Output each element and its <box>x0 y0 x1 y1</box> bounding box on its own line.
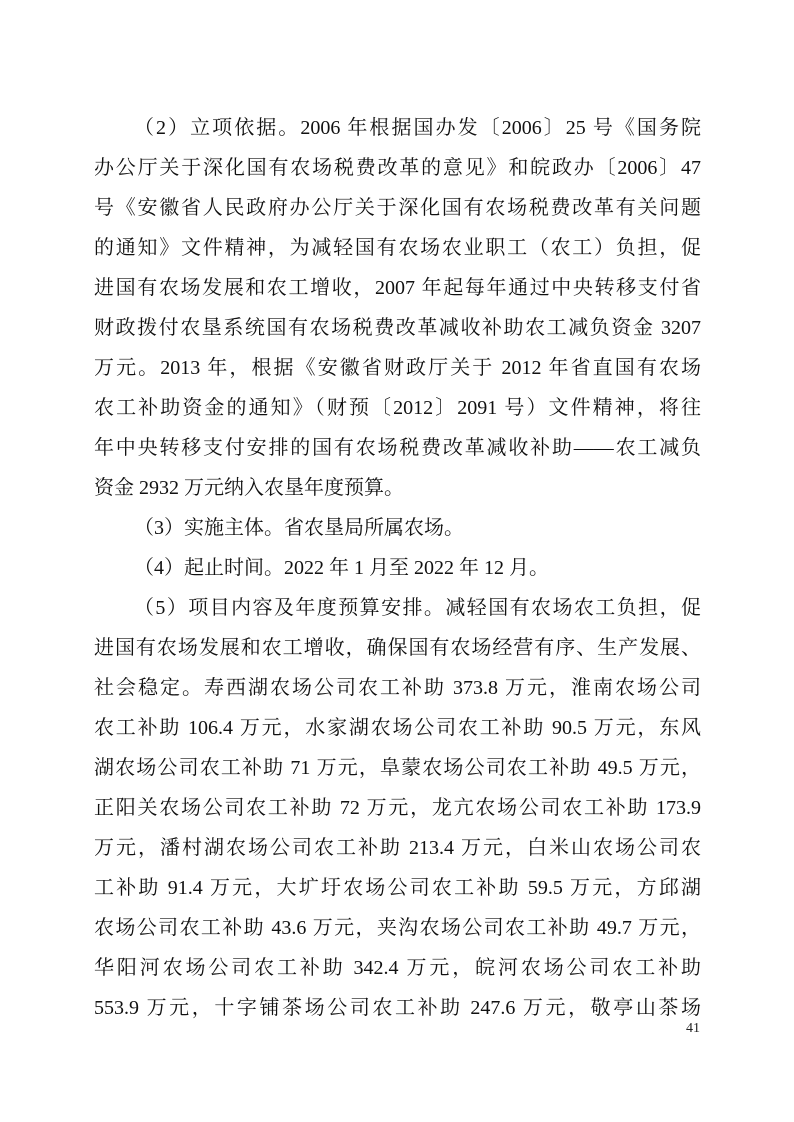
text-line: 进国有农场发展和农工增收，2007 年起每年通过中央转移支付省 <box>94 277 701 299</box>
text-line: （4）起止时间。2022 年 1 月至 2022 年 12 月。 <box>134 557 549 579</box>
text-line: 华阳河农场公司农工补助 342.4 万元，皖河农场公司农工补助 <box>94 957 701 979</box>
text-line: 社会稳定。寿西湖农场公司农工补助 373.8 万元，淮南农场公司 <box>94 677 701 699</box>
text-line: （2）立项依据。2006 年根据国办发〔2006〕25 号《国务院 <box>134 117 701 139</box>
text-line: 进国有农场发展和农工增收，确保国有农场经营有序、生产发展、 <box>94 637 701 659</box>
text-line: 财政拨付农垦系统国有农场税费改革减收补助农工减负资金 3207 <box>94 317 701 339</box>
text-body <box>94 108 701 1028</box>
text-line: （5）项目内容及年度预算安排。减轻国有农场农工负担，促 <box>134 597 701 619</box>
text-line: 办公厅关于深化国有农场税费改革的意见》和皖政办〔2006〕47 <box>94 157 701 179</box>
text-line: 农工补助 106.4 万元，水家湖农场公司农工补助 90.5 万元，东风 <box>94 717 701 739</box>
text-line: 湖农场公司农工补助 71 万元，阜蒙农场公司农工补助 49.5 万元， <box>94 757 701 779</box>
text-line: 农场公司农工补助 43.6 万元，夹沟农场公司农工补助 49.7 万元， <box>94 917 701 939</box>
text-line: 的通知》文件精神，为减轻国有农场农业职工（农工）负担，促 <box>94 237 701 259</box>
text-line: 工补助 91.4 万元，大圹圩农场公司农工补助 59.5 万元，方邱湖 <box>94 877 701 899</box>
text-line: （3）实施主体。省农垦局所属农场。 <box>134 517 464 539</box>
text-line: 年中央转移支付安排的国有农场税费改革减收补助——农工减负 <box>94 437 701 459</box>
text-line: 万元。2013 年，根据《安徽省财政厅关于 2012 年省直国有农场 <box>94 357 701 379</box>
text-line: 万元，潘村湖农场公司农工补助 213.4 万元，白米山农场公司农 <box>94 837 701 859</box>
page-number: 41 <box>686 1021 700 1036</box>
text-line: 号《安徽省人民政府办公厅关于深化国有农场税费改革有关问题 <box>94 197 701 219</box>
text-line: 农工补助资金的通知》（财预〔2012〕2091 号）文件精神，将往 <box>94 397 701 419</box>
text-line: 正阳关农场公司农工补助 72 万元，龙亢农场公司农工补助 173.9 <box>94 797 701 819</box>
text-line: 553.9 万元，十字铺茶场公司农工补助 247.6 万元，敬亭山茶场 <box>94 997 701 1019</box>
text-line: 资金 2932 万元纳入农垦年度预算。 <box>94 477 404 499</box>
